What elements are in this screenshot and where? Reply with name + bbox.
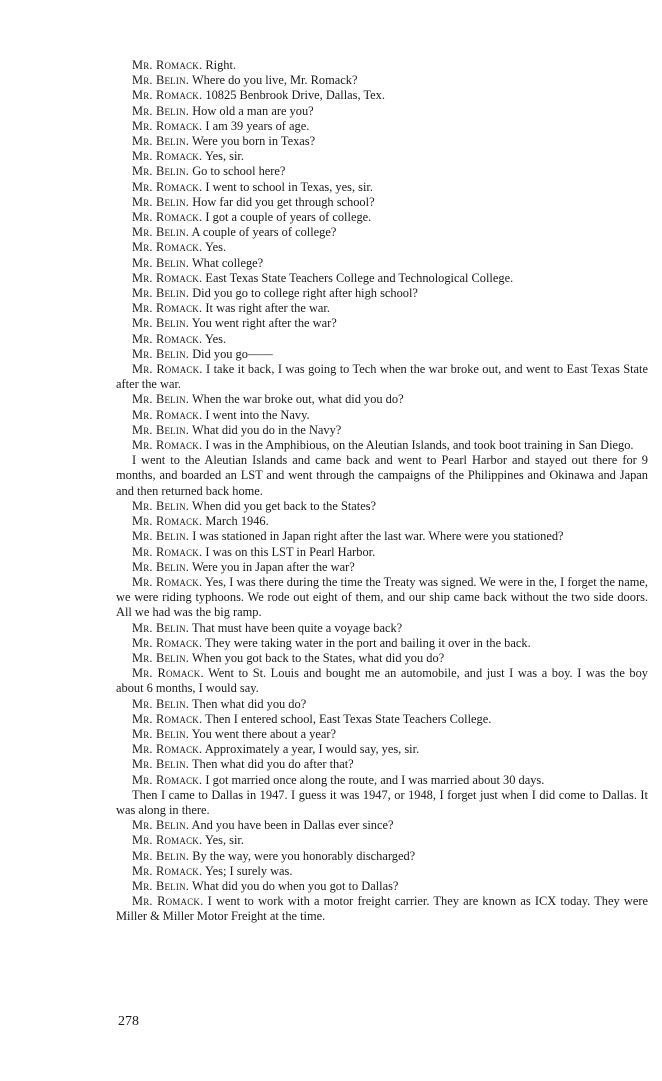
transcript-paragraph: [116, 575, 648, 621]
speaker-name: Mr. Romack.: [132, 149, 203, 164]
speech-text: I got married once along the route, and I was married about 30 days.: [205, 772, 545, 787]
transcript-paragraph: [116, 225, 648, 240]
transcript-paragraph: [116, 833, 648, 848]
speech-text: Then I entered school, East Texas State Teachers College.: [205, 711, 492, 726]
speech-text: I got a couple of years of college.: [205, 210, 372, 225]
speech-text: Yes; I surely was.: [204, 863, 293, 878]
speech-text: When the war broke out, what did you do?: [191, 392, 404, 407]
transcript-paragraph: [116, 119, 648, 134]
transcript-paragraph: [116, 773, 648, 788]
transcript-paragraph: [116, 104, 648, 119]
speaker-name: Mr. Belin.: [132, 346, 190, 361]
transcript-paragraph: [116, 149, 648, 164]
speech-text: Approximately a year, I would say, yes, sir.: [204, 742, 420, 757]
speaker-name: Mr. Romack.: [132, 270, 203, 285]
speaker-name: Mr. Belin.: [132, 286, 190, 301]
speech-text: I was in the Amphibious, on the Aleutian Islands, and took boot training in San Diego.: [205, 438, 634, 453]
speaker-name: Mr. Belin.: [132, 498, 190, 513]
speech-text: A couple of years of college?: [191, 225, 337, 240]
speaker-name: Mr. Romack.: [132, 863, 203, 878]
speaker-name: Mr. Romack.: [132, 833, 203, 848]
speech-text: Then what did you do after that?: [191, 757, 354, 772]
speaker-name: Mr. Belin.: [132, 194, 190, 209]
transcript-paragraph: [116, 362, 648, 392]
speaker-name: Mr. Belin.: [132, 878, 190, 893]
transcript-paragraph: [116, 256, 648, 271]
speaker-name: Mr. Belin.: [132, 316, 190, 331]
speech-text: Went to St. Louis and bought me an automobile, and just I was a boy. I was the boy about 6 months, I would say.: [116, 666, 648, 696]
transcript-paragraph: [116, 514, 648, 529]
transcript-paragraph: [116, 58, 648, 73]
transcript-body: [116, 58, 648, 925]
speaker-name: Mr. Belin.: [132, 757, 190, 772]
speaker-name: Mr. Romack.: [132, 772, 203, 787]
speech-text: I went to school in Texas, yes, sir.: [205, 179, 373, 194]
transcript-paragraph: [116, 621, 648, 636]
speaker-name: Mr. Belin.: [132, 134, 190, 149]
speaker-name: Mr. Romack.: [132, 514, 203, 529]
speech-text: Did you go to college right after high school?: [192, 286, 418, 301]
transcript-paragraph: [116, 210, 648, 225]
speech-text: I went to work with a motor freight carrier. They are known as ICX today. They were Miller & Miller Motor Freight at the time.: [116, 894, 648, 924]
transcript-paragraph: [116, 727, 648, 742]
speech-text: East Texas State Teachers College and Technological College.: [205, 270, 514, 285]
speaker-name: Mr. Romack.: [132, 407, 203, 422]
speech-text: I am 39 years of age.: [205, 118, 310, 133]
transcript-paragraph: [116, 332, 648, 347]
speaker-name: Mr. Belin.: [132, 848, 190, 863]
transcript-paragraph: [116, 499, 648, 514]
speaker-name: Mr. Belin.: [132, 392, 190, 407]
transcript-paragraph: [116, 560, 648, 575]
speaker-name: Mr. Belin.: [132, 620, 190, 635]
speech-text: I went to the Aleutian Islands and came back and went to Pearl Harbor and stayed out there for 9 months, and boarded an LST and went through the campaigns of the Philippines and Okinawa and Japan and then returned back home.: [116, 453, 648, 498]
speech-text: Did you go——: [192, 346, 273, 361]
speaker-name: Mr. Romack.: [132, 179, 203, 194]
transcript-paragraph: [116, 423, 648, 438]
speaker-name: Mr. Romack.: [132, 711, 203, 726]
speech-text: I was stationed in Japan right after the last war. Where were you stationed?: [192, 529, 564, 544]
speech-text: What college?: [191, 255, 264, 270]
speech-text: Yes, sir.: [204, 149, 244, 164]
transcript-paragraph: [116, 195, 648, 210]
speaker-name: Mr. Romack.: [132, 544, 203, 559]
speech-text: Then what did you do?: [191, 696, 307, 711]
speech-text: I take it back, I was going to Tech when the war broke out, and went to East Texas State after the war.: [116, 362, 648, 392]
speaker-name: Mr. Belin.: [132, 422, 190, 437]
transcript-paragraph: [116, 453, 648, 499]
speaker-name: Mr. Romack.: [132, 438, 203, 453]
speaker-name: Mr. Romack.: [132, 210, 203, 225]
speech-text: How far did you get through school?: [192, 194, 375, 209]
transcript-paragraph: [116, 240, 648, 255]
speech-text: That must have been quite a voyage back?: [191, 620, 403, 635]
transcript-paragraph: [116, 529, 648, 544]
transcript-paragraph: [116, 271, 648, 286]
transcript-paragraph: [116, 438, 648, 453]
speaker-name: Mr. Romack.: [132, 240, 203, 255]
speech-text: And you have been in Dallas ever since?: [191, 818, 394, 833]
speaker-name: Mr. Romack.: [132, 58, 203, 72]
speaker-name: Mr. Romack.: [132, 574, 203, 589]
speech-text: What did you do when you got to Dallas?: [191, 878, 399, 893]
transcript-paragraph: [116, 651, 648, 666]
speaker-name: Mr. Belin.: [132, 255, 190, 270]
speech-text: When you got back to the States, what did you do?: [191, 650, 445, 665]
transcript-paragraph: [116, 408, 648, 423]
transcript-paragraph: [116, 134, 648, 149]
speech-text: You went there about a year?: [191, 726, 337, 741]
transcript-paragraph: [116, 697, 648, 712]
transcript-paragraph: [116, 864, 648, 879]
speech-text: March 1946.: [205, 514, 269, 529]
transcript-paragraph: [116, 849, 648, 864]
speaker-name: Mr. Romack.: [132, 894, 204, 909]
speech-text: How old a man are you?: [192, 103, 314, 118]
speech-text: They were taking water in the port and bailing it over in the back.: [205, 635, 531, 650]
speaker-name: Mr. Belin.: [132, 559, 190, 574]
transcript-paragraph: [116, 894, 648, 924]
speaker-name: Mr. Belin.: [132, 73, 190, 88]
speech-text: 10825 Benbrook Drive, Dallas, Tex.: [205, 88, 385, 103]
speech-text: Then I came to Dallas in 1947. I guess it was 1947, or 1948, I forget just when I did come to Dallas. It was along in there.: [116, 787, 648, 817]
transcript-paragraph: [116, 73, 648, 88]
transcript-paragraph: [116, 545, 648, 560]
transcript-paragraph: [116, 879, 648, 894]
speaker-name: Mr. Belin.: [132, 164, 190, 179]
speech-text: When did you get back to the States?: [191, 498, 377, 513]
speech-text: By the way, were you honorably discharged?: [192, 848, 416, 863]
speaker-name: Mr. Romack.: [132, 301, 203, 316]
transcript-paragraph: [116, 347, 648, 362]
transcript-paragraph: [116, 180, 648, 195]
speech-text: Yes, sir.: [204, 833, 244, 848]
speaker-name: Mr. Belin.: [132, 529, 190, 544]
transcript-paragraph: [116, 636, 648, 651]
speech-text: Where do you live, Mr. Romack?: [191, 73, 358, 88]
speaker-name: Mr. Romack.: [132, 742, 203, 757]
speech-text: Right.: [205, 58, 237, 72]
transcript-paragraph: [116, 316, 648, 331]
transcript-paragraph: [116, 788, 648, 818]
transcript-paragraph: [116, 666, 648, 696]
speaker-name: Mr. Belin.: [132, 103, 190, 118]
transcript-paragraph: [116, 392, 648, 407]
speaker-name: Mr. Belin.: [132, 818, 190, 833]
transcript-paragraph: [116, 286, 648, 301]
speaker-name: Mr. Belin.: [132, 726, 190, 741]
speech-text: Yes.: [204, 331, 227, 346]
speech-text: I was on this LST in Pearl Harbor.: [205, 544, 376, 559]
transcript-paragraph: [116, 301, 648, 316]
speech-text: Were you in Japan after the war?: [191, 559, 355, 574]
speaker-name: Mr. Romack.: [132, 362, 203, 377]
speaker-name: Mr. Romack.: [132, 88, 203, 103]
speech-text: I went into the Navy.: [205, 407, 310, 422]
transcript-paragraph: [116, 88, 648, 103]
transcript-paragraph: [116, 164, 648, 179]
speaker-name: Mr. Romack.: [132, 635, 203, 650]
transcript-paragraph: [116, 818, 648, 833]
transcript-paragraph: [116, 742, 648, 757]
transcript-paragraph: [116, 712, 648, 727]
speaker-name: Mr. Romack.: [132, 331, 203, 346]
speech-text: It was right after the war.: [205, 301, 330, 316]
speech-text: Go to school here?: [192, 164, 286, 179]
speech-text: Were you born in Texas?: [191, 134, 316, 149]
speaker-name: Mr. Belin.: [132, 696, 190, 711]
speech-text: You went right after the war?: [191, 316, 337, 331]
transcript-paragraph: [116, 757, 648, 772]
page-number: 278: [118, 1014, 139, 1029]
speaker-name: Mr. Romack.: [132, 118, 203, 133]
speech-text: What did you do in the Navy?: [191, 422, 342, 437]
speech-text: Yes, I was there during the time the Treaty was signed. We were in the, I forget the name, we were riding typhoons. We rode out eight of them, and our ship came back without the two side doors. All we had was the big ramp.: [116, 574, 648, 620]
speaker-name: Mr. Belin.: [132, 225, 190, 240]
speaker-name: Mr. Romack.: [132, 666, 204, 681]
speaker-name: Mr. Belin.: [132, 650, 190, 665]
speech-text: Yes.: [204, 240, 227, 255]
